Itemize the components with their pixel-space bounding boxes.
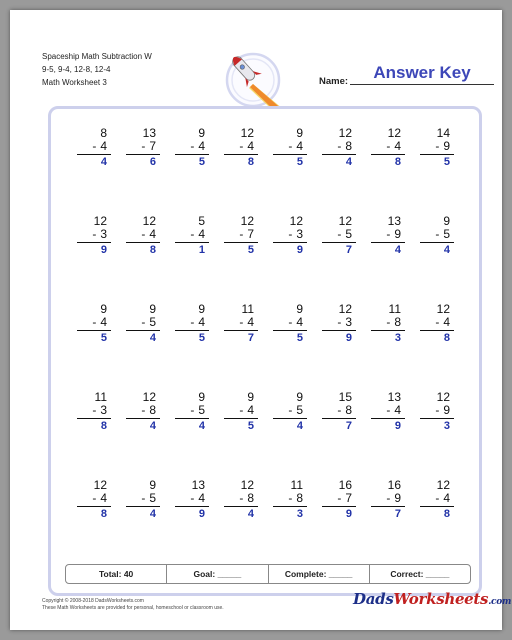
answer-rule bbox=[371, 154, 405, 155]
minus-sign: - bbox=[239, 227, 244, 241]
problem-item bbox=[267, 127, 307, 168]
minus-sign: - bbox=[435, 227, 440, 241]
minus-sign: - bbox=[141, 139, 146, 153]
answer-value: 5 bbox=[198, 156, 205, 168]
subtrahend-line bbox=[414, 492, 454, 505]
minus-sign: - bbox=[141, 227, 146, 241]
subtrahend: 4 bbox=[247, 403, 254, 417]
minuend: 12 bbox=[338, 126, 352, 140]
subtrahend-line bbox=[365, 404, 405, 417]
minuend: 9 bbox=[198, 126, 205, 140]
minuend: 16 bbox=[338, 478, 352, 492]
subtrahend: 4 bbox=[296, 315, 303, 329]
score-footer bbox=[65, 564, 471, 584]
problem-item bbox=[218, 215, 258, 256]
answer-rule bbox=[175, 242, 209, 243]
answer-value: 3 bbox=[443, 420, 450, 432]
usage-line: These Math Worksheets are provided for personal, homeschool or classroom use. bbox=[42, 605, 224, 611]
answer-rule bbox=[273, 242, 307, 243]
answer-value: 9 bbox=[345, 332, 352, 344]
answer-rule bbox=[77, 330, 111, 331]
minus-sign: - bbox=[337, 491, 342, 505]
subtrahend-line bbox=[218, 492, 258, 505]
answer-value: 4 bbox=[149, 332, 156, 344]
minus-sign: - bbox=[239, 403, 244, 417]
answer-key-field[interactable]: Answer Key bbox=[350, 62, 494, 85]
subtrahend-line bbox=[169, 404, 209, 417]
problem-item bbox=[218, 479, 258, 520]
answer-rule bbox=[175, 330, 209, 331]
minus-sign: - bbox=[92, 403, 97, 417]
minus-sign: - bbox=[190, 315, 195, 329]
answer-rule bbox=[77, 242, 111, 243]
minus-sign: - bbox=[288, 139, 293, 153]
answer-value: 7 bbox=[394, 508, 401, 520]
worksheet-facts: 9-5, 9-4, 12-8, 12-4 bbox=[42, 65, 111, 74]
answer-value: 5 bbox=[296, 156, 303, 168]
subtrahend: 5 bbox=[443, 227, 450, 241]
minus-sign: - bbox=[190, 403, 195, 417]
subtrahend-line bbox=[316, 228, 356, 241]
minuend: 9 bbox=[443, 214, 450, 228]
worksheet-title: Spaceship Math Subtraction W bbox=[42, 52, 152, 61]
subtrahend-line bbox=[120, 316, 160, 329]
copyright-line: Copyright © 2008-2018 DadsWorksheets.com bbox=[42, 598, 144, 604]
minuend: 12 bbox=[387, 126, 401, 140]
problem-item bbox=[120, 391, 160, 432]
minus-sign: - bbox=[190, 227, 195, 241]
minuend: 13 bbox=[142, 126, 156, 140]
minuend: 11 bbox=[94, 390, 107, 404]
subtrahend-line bbox=[218, 140, 258, 153]
answer-value: 4 bbox=[296, 420, 303, 432]
subtrahend-line bbox=[316, 404, 356, 417]
problem-item bbox=[120, 127, 160, 168]
answer-value: 5 bbox=[247, 420, 254, 432]
problem-item bbox=[169, 479, 209, 520]
minus-sign: - bbox=[337, 227, 342, 241]
answer-rule bbox=[420, 242, 454, 243]
subtrahend-line bbox=[71, 492, 111, 505]
name-label: Name: bbox=[319, 76, 349, 87]
problem-item bbox=[414, 479, 454, 520]
subtrahend-line bbox=[414, 404, 454, 417]
subtrahend: 3 bbox=[100, 403, 107, 417]
complete-cell[interactable]: Complete: _____ bbox=[269, 565, 370, 583]
answer-rule bbox=[420, 418, 454, 419]
answer-value: 4 bbox=[247, 508, 254, 520]
minus-sign: - bbox=[337, 139, 342, 153]
problem-item bbox=[414, 215, 454, 256]
answer-rule bbox=[420, 330, 454, 331]
minus-sign: - bbox=[92, 227, 97, 241]
minuend: 12 bbox=[240, 214, 254, 228]
subtrahend: 4 bbox=[394, 139, 401, 153]
minus-sign: - bbox=[190, 139, 195, 153]
subtrahend-line bbox=[169, 492, 209, 505]
subtrahend: 4 bbox=[198, 139, 205, 153]
subtrahend-line bbox=[316, 140, 356, 153]
answer-rule bbox=[224, 330, 258, 331]
minuend: 9 bbox=[149, 478, 156, 492]
problem-item bbox=[414, 127, 454, 168]
answer-value: 8 bbox=[100, 508, 107, 520]
subtrahend-line bbox=[267, 140, 307, 153]
subtrahend: 5 bbox=[345, 227, 352, 241]
answer-value: 9 bbox=[198, 508, 205, 520]
answer-value: 5 bbox=[100, 332, 107, 344]
answer-rule bbox=[126, 330, 160, 331]
subtrahend-line bbox=[169, 140, 209, 153]
minuend: 12 bbox=[142, 390, 156, 404]
answer-rule bbox=[420, 506, 454, 507]
minuend: 9 bbox=[247, 390, 254, 404]
answer-rule bbox=[224, 242, 258, 243]
problem-item bbox=[169, 391, 209, 432]
problem-item bbox=[120, 479, 160, 520]
answer-rule bbox=[77, 154, 111, 155]
subtrahend: 9 bbox=[394, 227, 401, 241]
answer-rule bbox=[126, 418, 160, 419]
answer-rule bbox=[322, 418, 356, 419]
subtrahend-line bbox=[365, 228, 405, 241]
subtrahend: 5 bbox=[149, 491, 156, 505]
answer-rule bbox=[224, 506, 258, 507]
answer-rule bbox=[322, 242, 356, 243]
answer-rule bbox=[273, 418, 307, 419]
minuend: 8 bbox=[100, 126, 107, 140]
answer-rule bbox=[175, 154, 209, 155]
minus-sign: - bbox=[435, 315, 440, 329]
worksheet-page bbox=[10, 10, 512, 630]
subtrahend: 7 bbox=[345, 491, 352, 505]
answer-rule bbox=[224, 154, 258, 155]
problem-item bbox=[120, 303, 160, 344]
subtrahend: 9 bbox=[443, 403, 450, 417]
subtrahend-line bbox=[267, 492, 307, 505]
subtrahend-line bbox=[120, 228, 160, 241]
problem-item bbox=[316, 479, 356, 520]
subtrahend-line bbox=[120, 404, 160, 417]
subtrahend: 7 bbox=[247, 227, 254, 241]
goal-cell[interactable]: Goal: _____ bbox=[167, 565, 268, 583]
answer-rule bbox=[77, 506, 111, 507]
subtrahend: 3 bbox=[345, 315, 352, 329]
answer-rule bbox=[224, 418, 258, 419]
minus-sign: - bbox=[288, 315, 293, 329]
subtrahend: 4 bbox=[443, 491, 450, 505]
minus-sign: - bbox=[386, 139, 391, 153]
minus-sign: - bbox=[288, 403, 293, 417]
answer-rule bbox=[126, 242, 160, 243]
minus-sign: - bbox=[239, 491, 244, 505]
answer-value: 3 bbox=[296, 508, 303, 520]
subtrahend: 8 bbox=[394, 315, 401, 329]
subtrahend: 8 bbox=[296, 491, 303, 505]
answer-rule bbox=[273, 506, 307, 507]
subtrahend-line bbox=[365, 316, 405, 329]
copyright-notice bbox=[42, 598, 224, 612]
minuend: 12 bbox=[436, 390, 450, 404]
answer-value: 4 bbox=[345, 156, 352, 168]
subtrahend: 8 bbox=[345, 403, 352, 417]
problem-item bbox=[218, 127, 258, 168]
minus-sign: - bbox=[239, 139, 244, 153]
answer-rule bbox=[371, 418, 405, 419]
subtrahend-line bbox=[120, 140, 160, 153]
problem-item bbox=[316, 215, 356, 256]
problems-frame bbox=[48, 106, 482, 596]
answer-value: 5 bbox=[247, 244, 254, 256]
answer-value: 4 bbox=[198, 420, 205, 432]
answer-value: 5 bbox=[198, 332, 205, 344]
problem-item bbox=[267, 479, 307, 520]
subtrahend: 8 bbox=[149, 403, 156, 417]
minus-sign: - bbox=[288, 491, 293, 505]
answer-value: 4 bbox=[443, 244, 450, 256]
answer-value: 7 bbox=[247, 332, 254, 344]
subtrahend: 4 bbox=[198, 227, 205, 241]
subtrahend: 4 bbox=[100, 315, 107, 329]
problem-item bbox=[365, 215, 405, 256]
answer-rule bbox=[371, 242, 405, 243]
subtrahend: 4 bbox=[100, 139, 107, 153]
minuend: 13 bbox=[191, 478, 205, 492]
minuend: 12 bbox=[240, 478, 254, 492]
minus-sign: - bbox=[92, 315, 97, 329]
problem-item bbox=[71, 215, 111, 256]
problem-item bbox=[365, 127, 405, 168]
minuend: 12 bbox=[436, 478, 450, 492]
answer-value: 8 bbox=[247, 156, 254, 168]
answer-value: 1 bbox=[198, 244, 205, 256]
problem-item bbox=[169, 303, 209, 344]
subtrahend: 4 bbox=[247, 139, 254, 153]
subtrahend: 4 bbox=[443, 315, 450, 329]
minus-sign: - bbox=[386, 315, 391, 329]
minus-sign: - bbox=[141, 403, 146, 417]
answer-value: 6 bbox=[149, 156, 156, 168]
subtrahend-line bbox=[71, 404, 111, 417]
subtrahend: 3 bbox=[100, 227, 107, 241]
subtrahend: 4 bbox=[247, 315, 254, 329]
minuend: 12 bbox=[93, 214, 107, 228]
minuend: 12 bbox=[93, 478, 107, 492]
minus-sign: - bbox=[190, 491, 195, 505]
minuend: 12 bbox=[240, 126, 254, 140]
minuend: 9 bbox=[296, 390, 303, 404]
minuend: 11 bbox=[241, 302, 254, 316]
subtrahend-line bbox=[218, 316, 258, 329]
answer-rule bbox=[273, 330, 307, 331]
problem-item bbox=[316, 391, 356, 432]
answer-value: 4 bbox=[149, 420, 156, 432]
minuend: 9 bbox=[296, 126, 303, 140]
subtrahend-line bbox=[414, 140, 454, 153]
problem-item bbox=[71, 303, 111, 344]
subtrahend-line bbox=[316, 492, 356, 505]
minuend: 12 bbox=[142, 214, 156, 228]
minus-sign: - bbox=[386, 491, 391, 505]
subtrahend-line bbox=[414, 316, 454, 329]
minuend: 16 bbox=[387, 478, 401, 492]
problem-item bbox=[71, 479, 111, 520]
answer-rule bbox=[273, 154, 307, 155]
subtrahend-line bbox=[218, 228, 258, 241]
answer-value: 7 bbox=[345, 420, 352, 432]
minuend: 9 bbox=[149, 302, 156, 316]
problem-item bbox=[267, 215, 307, 256]
minuend: 11 bbox=[290, 478, 303, 492]
problem-item bbox=[365, 303, 405, 344]
subtrahend-line bbox=[218, 404, 258, 417]
problem-item bbox=[316, 127, 356, 168]
subtrahend: 4 bbox=[198, 315, 205, 329]
problem-item bbox=[218, 303, 258, 344]
minuend: 12 bbox=[338, 214, 352, 228]
answer-value: 8 bbox=[443, 332, 450, 344]
total-cell: Total: 40 bbox=[66, 565, 167, 583]
problems-grid bbox=[51, 109, 479, 593]
subtrahend: 7 bbox=[149, 139, 156, 153]
subtrahend-line bbox=[316, 316, 356, 329]
subtrahend: 5 bbox=[296, 403, 303, 417]
problem-item bbox=[316, 303, 356, 344]
subtrahend: 8 bbox=[247, 491, 254, 505]
subtrahend: 4 bbox=[394, 403, 401, 417]
subtrahend-line bbox=[365, 140, 405, 153]
answer-rule bbox=[371, 330, 405, 331]
answer-rule bbox=[175, 506, 209, 507]
minus-sign: - bbox=[435, 403, 440, 417]
minus-sign: - bbox=[141, 491, 146, 505]
subtrahend: 5 bbox=[149, 315, 156, 329]
minuend: 12 bbox=[338, 302, 352, 316]
minuend: 12 bbox=[289, 214, 303, 228]
worksheet-subtitle: Math Worksheet 3 bbox=[42, 78, 107, 87]
answer-value: 8 bbox=[100, 420, 107, 432]
minuend: 15 bbox=[338, 390, 352, 404]
problem-item bbox=[218, 391, 258, 432]
minus-sign: - bbox=[337, 315, 342, 329]
answer-rule bbox=[175, 418, 209, 419]
minus-sign: - bbox=[239, 315, 244, 329]
minuend: 9 bbox=[198, 390, 205, 404]
minus-sign: - bbox=[435, 491, 440, 505]
problem-item bbox=[365, 479, 405, 520]
answer-value: 3 bbox=[394, 332, 401, 344]
problem-item bbox=[414, 303, 454, 344]
answer-rule bbox=[322, 154, 356, 155]
answer-value: 4 bbox=[394, 244, 401, 256]
problem-item bbox=[71, 391, 111, 432]
minus-sign: - bbox=[92, 139, 97, 153]
subtrahend: 4 bbox=[100, 491, 107, 505]
answer-rule bbox=[322, 330, 356, 331]
answer-value: 5 bbox=[296, 332, 303, 344]
problem-item bbox=[71, 127, 111, 168]
problem-item bbox=[414, 391, 454, 432]
minus-sign: - bbox=[386, 227, 391, 241]
minus-sign: - bbox=[337, 403, 342, 417]
answer-value: 9 bbox=[394, 420, 401, 432]
subtrahend-line bbox=[71, 140, 111, 153]
answer-value: 5 bbox=[443, 156, 450, 168]
minuend: 5 bbox=[198, 214, 205, 228]
problem-item bbox=[169, 215, 209, 256]
answer-value: 8 bbox=[394, 156, 401, 168]
subtrahend-line bbox=[414, 228, 454, 241]
minuend: 14 bbox=[436, 126, 450, 140]
minus-sign: - bbox=[92, 491, 97, 505]
subtrahend-line bbox=[365, 492, 405, 505]
minuend: 11 bbox=[388, 302, 401, 316]
minuend: 9 bbox=[198, 302, 205, 316]
answer-value: 9 bbox=[296, 244, 303, 256]
subtrahend-line bbox=[169, 316, 209, 329]
subtrahend: 3 bbox=[296, 227, 303, 241]
subtrahend-line bbox=[169, 228, 209, 241]
problem-item bbox=[120, 215, 160, 256]
subtrahend: 5 bbox=[198, 403, 205, 417]
answer-rule bbox=[126, 506, 160, 507]
subtrahend-line bbox=[267, 404, 307, 417]
minus-sign: - bbox=[141, 315, 146, 329]
subtrahend-line bbox=[71, 316, 111, 329]
worksheet-header bbox=[42, 50, 152, 89]
correct-cell[interactable]: Correct: _____ bbox=[390, 569, 450, 579]
subtrahend-line bbox=[267, 316, 307, 329]
subtrahend: 8 bbox=[345, 139, 352, 153]
subtrahend: 4 bbox=[296, 139, 303, 153]
problem-item bbox=[267, 303, 307, 344]
minus-sign: - bbox=[435, 139, 440, 153]
answer-value: 8 bbox=[443, 508, 450, 520]
minuend: 9 bbox=[296, 302, 303, 316]
problem-item bbox=[267, 391, 307, 432]
minus-sign: - bbox=[288, 227, 293, 241]
problem-item bbox=[169, 127, 209, 168]
answer-value: 8 bbox=[149, 244, 156, 256]
answer-value: 9 bbox=[100, 244, 107, 256]
subtrahend: 4 bbox=[149, 227, 156, 241]
answer-value: 4 bbox=[100, 156, 107, 168]
subtrahend: 9 bbox=[443, 139, 450, 153]
answer-rule bbox=[371, 506, 405, 507]
subtrahend: 4 bbox=[198, 491, 205, 505]
answer-rule bbox=[126, 154, 160, 155]
answer-rule bbox=[322, 506, 356, 507]
subtrahend-line bbox=[267, 228, 307, 241]
minuend: 12 bbox=[436, 302, 450, 316]
answer-value: 4 bbox=[149, 508, 156, 520]
minuend: 9 bbox=[100, 302, 107, 316]
minuend: 13 bbox=[387, 214, 401, 228]
minus-sign: - bbox=[386, 403, 391, 417]
answer-value: 9 bbox=[345, 508, 352, 520]
answer-value: 7 bbox=[345, 244, 352, 256]
brand-logo: DadsWorksheets.com bbox=[353, 590, 512, 608]
subtrahend-line bbox=[120, 492, 160, 505]
subtrahend: 9 bbox=[394, 491, 401, 505]
subtrahend-line bbox=[71, 228, 111, 241]
problem-item bbox=[365, 391, 405, 432]
answer-rule bbox=[77, 418, 111, 419]
answer-rule bbox=[420, 154, 454, 155]
minuend: 13 bbox=[387, 390, 401, 404]
